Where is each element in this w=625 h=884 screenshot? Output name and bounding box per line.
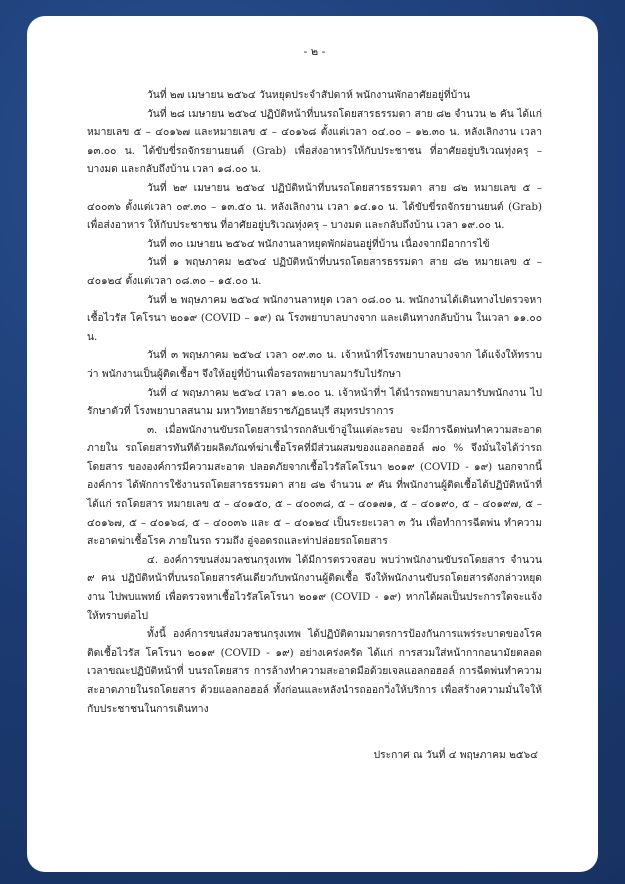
paragraph-conclusion: ทั้งนี้ องค์การขนส่งมวลชนกรุงเทพ ได้ปฏิบัติตามมาตรการป้องกันการแพร่ระบาดของโรคติดเชื้อไวรัส โคโรนา ๒๐๑๙ (COVID - ๑๙) อย่างเคร่งครัด ได้แก่ การสวมใส่หน้ากากอนามัยตลอดเวลาขณะปฏิบัติหน้าที่ บนรถโดยสาร การล้างทำความสะอาดมือด้วยเจลแอลกอฮอล์ การฉีดพ่นทำความสะอาดภายในรถโดยสาร ด้วยแอลกอฮอล์ ทั้งก่อนและหลังนำรถออกวิ่งให้บริการ เพื่อสร้างความมั่นใจให้กับประชาชนในการเดินทาง xyxy=(87,628,542,715)
paragraph-may3: วันที่ ๓ พฤษภาคม ๒๕๖๔ เวลา ๐๙.๓๐ น. เจ้าหน้าที่โรงพยาบาลบางจาก ได้แจ้งให้ทราบว่า พนักงานเป็นผู้ติดเชื้อฯ จึงให้อยู่ที่บ้านเพื่อรอรถพยาบาลมารับไปรักษา xyxy=(87,349,542,380)
paragraph-apr29: วันที่ ๒๙ เมษายน ๒๕๖๔ ปฏิบัติหน้าที่บนรถโดยสารธรรมดา สาย ๘๒ หมายเลข ๕ – ๔๐๐๓๖ ตั้งแต่เวลา ๐๙.๓๐ – ๑๓.๕๐ น. หลังเลิกงาน เวลา ๑๔.๑๐ น. ได้ขับขี่รถจักรยานยนต์ (Grab) เพื่อส่งอาหาร ให้กับประชาชน ที่อาศัยอยู่บริเวณทุ่งครุ – บางมด และกลับถึงบ้าน เวลา ๑๙.๐๐ น. xyxy=(87,181,542,232)
paragraph-apr27: วันที่ ๒๗ เมษายน ๒๕๖๔ วันหยุดประจำสัปดาห์ พนักงานพักอาศัยอยู่ที่บ้าน xyxy=(147,89,471,101)
paragraph-may2: วันที่ ๒ พฤษภาคม ๒๕๖๔ พนักงานลาหยุด เวลา ๐๘.๐๐ น. พนักงานได้เดินทางไปตรวจหาเชื้อไวรัส โคโรนา ๒๐๑๙ (COVID – ๑๙) ณ โรงพยาบาลบางจาก และเดินทางกลับบ้าน ในเวลา ๑๑.๐๐ น. xyxy=(87,293,542,343)
document-body xyxy=(87,86,542,718)
paragraph-may1: วันที่ ๑ พฤษภาคม ๒๕๖๔ ปฏิบัติหน้าที่บนรถโดยสารธรรมดา สาย ๘๒ หมายเลข ๕ – ๔๐๑๒๔ ตั้งแต่เวลา ๐๘.๓๐ – ๑๕.๐๐ น. xyxy=(87,256,542,287)
paragraph-item-4: ๔. องค์การขนส่งมวลชนกรุงเทพ ได้มีการตรวจสอบ พบว่าพนักงานขับรถโดยสาร จำนวน ๙ คน ปฏิบัติหน้าที่บนรถโดยสารคันเดียวกับพนักงานผู้ติดเชื้อ จึงให้พนักงานขับรถโดยสารดังกล่าวหยุดงาน ไปพบแพทย์ เพื่อตรวจหาเชื้อไวรัสโคโรนา ๒๐๑๙ (COVID - ๑๙) หากได้ผลเป็นประการใดจะแจ้งให้ทราบต่อไป xyxy=(87,553,542,622)
paragraph-may4: วันที่ ๔ พฤษภาคม ๒๕๖๔ เวลา ๑๒.๐๐ น. เจ้าหน้าที่ฯ ได้นำรถพยาบาลมารับพนักงาน ไปรักษาตัวที่ โรงพยาบาลสนาม มหาวิทยาลัยราชภัฏธนบุรี สมุทรปราการ xyxy=(87,386,542,418)
paragraph-apr28: วันที่ ๒๘ เมษายน ๒๕๖๔ ปฏิบัติหน้าที่บนรถโดยสารธรรมดา สาย ๘๒ จำนวน ๒ คัน ได้แก่ หมายเลข ๕ – ๔๐๑๖๗ และหมายเลข ๕ – ๔๐๑๖๘ ตั้งแต่เวลา ๐๔.๐๐ – ๑๒.๓๐ น. หลังเลิกงาน เวลา ๑๓.๐๐ น. ได้ขับขี่รถจักรยานยนต์ (Grab) เพื่อส่งอาหารให้กับประชาชน ที่อาศัยอยู่บริเวณทุ่งครุ – บางมด และกลับถึงบ้าน เวลา ๑๘.๐๐ น. xyxy=(87,107,542,176)
paragraph-apr30: วันที่ ๓๐ เมษายน ๒๕๖๔ พนักงานลาหยุดพักผ่อนอยู่ที่บ้าน เนื่องจากมีอาการไข้ xyxy=(147,237,490,250)
page-number: - ๒ - xyxy=(303,45,326,58)
document-page xyxy=(27,16,598,872)
announcement-date: ประกาศ ณ วันที่ ๔ พฤษภาคม ๒๕๖๔ xyxy=(373,749,538,762)
paragraph-item-3: ๓. เมื่อพนักงานขับรถโดยสารนำรถกลับเข้าอู่ในแต่ละรอบ จะมีการฉีดพ่นทำความสะอาดภายใน รถโดยสารทันทีด้วยผลิตภัณฑ์ฆ่าเชื้อโรคที่มีส่วนผสมของแอลกอฮอล์ ๗๐ % จึงมั่นใจได้ว่ารถโดยสาร ขององค์การมีความสะอาด ปลอดภัยจากเชื้อไวรัสโคโรนา ๒๐๑๙ (COVID - ๑๙) นอกจากนี้ องค์การ ได้พักการใช้งานรถโดยสารธรรมดา สาย ๘๒ จำนวน ๙ คัน ที่พนักงานผู้ติดเชื้อได้ปฏิบัติหน้าที่ ได้แก่ รถโดยสาร หมายเลข ๕ – ๔๐๑๕๐, ๕ – ๔๐๐๓๘, ๕ – ๔๐๑๗๑, ๕ – ๔๐๑๙๐, ๕ – ๔๐๑๙๗, ๕ – ๔๐๑๖๗, ๕ – ๔๐๑๖๘, ๕ – ๔๐๐๓๖ และ ๕ – ๔๐๑๒๔ เป็นระยะเวลา ๓ วัน เพื่อทำการฉีดพ่น ทำความสะอาดฆ่าเชื้อโรค ภายในรถ รวมถึง อู่จอดรถและท่าปล่อยรถโดยสาร xyxy=(87,423,542,548)
